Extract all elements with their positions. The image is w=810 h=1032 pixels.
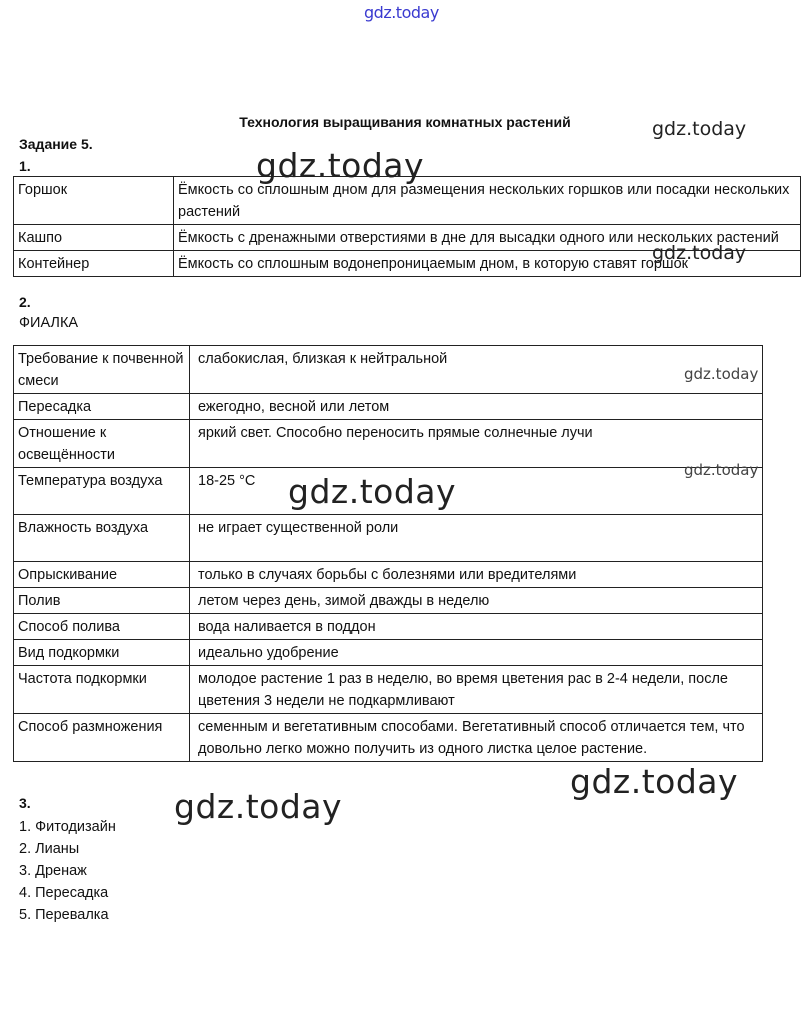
list-item: 3. Дренаж (19, 863, 87, 879)
param-cell: Отношение к освещённости (14, 420, 190, 468)
table-row (14, 420, 763, 468)
table-row (14, 714, 763, 762)
value-cell: слабокислая, близкая к нейтральной (190, 346, 763, 394)
violet-care-table (13, 345, 763, 762)
list-item: 4. Пересадка (19, 885, 109, 901)
value-cell: только в случаях борьбы с болезнями или вредителями (190, 562, 763, 588)
list-item: 2. Лианы (19, 841, 80, 857)
param-cell: Способ полива (14, 614, 190, 640)
value-cell: молодое растение 1 раз в неделю, во время цветения рас в 2-4 недели, после цветения 3 недели не подкармливают (190, 666, 763, 714)
value-cell: не играет существенной роли (190, 515, 763, 562)
watermark: gdz.today (652, 242, 747, 264)
param-cell: Температура воздуха (14, 468, 190, 515)
value-cell: вода наливается в поддон (190, 614, 763, 640)
table-row (14, 346, 763, 394)
section-3-number: 3. (19, 795, 31, 811)
value-cell: ежегодно, весной или летом (190, 394, 763, 420)
term-cell: Контейнер (14, 251, 174, 277)
table-row (14, 666, 763, 714)
watermark: gdz.today (174, 787, 343, 826)
value-cell: летом через день, зимой дважды в неделю (190, 588, 763, 614)
term-cell: Горшок (14, 177, 174, 225)
table-row (14, 394, 763, 420)
site-logo: gdz.today (364, 3, 439, 22)
definition-cell: Ёмкость с дренажными отверстиями в дне для высадки одного или нескольких растений (174, 225, 801, 251)
task-heading: Задание 5. (19, 136, 93, 152)
section-2-number: 2. (19, 294, 31, 310)
table-row (14, 640, 763, 666)
value-cell: 18-25 °С (190, 468, 763, 515)
param-cell: Полив (14, 588, 190, 614)
watermark: gdz.today (652, 118, 747, 140)
param-cell: Частота подкормки (14, 666, 190, 714)
value-cell: идеально удобрение (190, 640, 763, 666)
section-1-number: 1. (19, 158, 31, 174)
list-item: 5. Перевалка (19, 907, 109, 923)
param-cell: Способ размножения (14, 714, 190, 762)
watermark: gdz.today (288, 472, 457, 511)
page-title: Технология выращивания комнатных растений (239, 114, 571, 130)
term-cell: Кашпо (14, 225, 174, 251)
list-item: 1. Фитодизайн (19, 819, 116, 835)
value-cell: семенным и вегетативным способами. Вегетативный способ отличается тем, что довольно легко можно получить из одного листка целое растение. (190, 714, 763, 762)
param-cell: Влажность воздуха (14, 515, 190, 562)
watermark: gdz.today (684, 461, 759, 479)
table-row (14, 562, 763, 588)
table-row (14, 614, 763, 640)
table-row (14, 588, 763, 614)
table-row (14, 515, 763, 562)
param-cell: Пересадка (14, 394, 190, 420)
param-cell: Требование к почвенной смеси (14, 346, 190, 394)
value-cell: яркий свет. Способно переносить прямые солнечные лучи (190, 420, 763, 468)
param-cell: Опрыскивание (14, 562, 190, 588)
answer-list (19, 816, 116, 926)
watermark: gdz.today (684, 365, 759, 383)
watermark: gdz.today (256, 146, 425, 185)
plant-name: ФИАЛКА (19, 315, 79, 331)
param-cell: Вид подкормки (14, 640, 190, 666)
definition-cell: Ёмкость со сплошным водонепроницаемым дном, в которую ставят горшок (174, 251, 801, 277)
definition-cell: Ёмкость со сплошным дном для размещения нескольких горшков или посадки нескольких растений (174, 177, 801, 225)
watermark: gdz.today (570, 762, 739, 801)
